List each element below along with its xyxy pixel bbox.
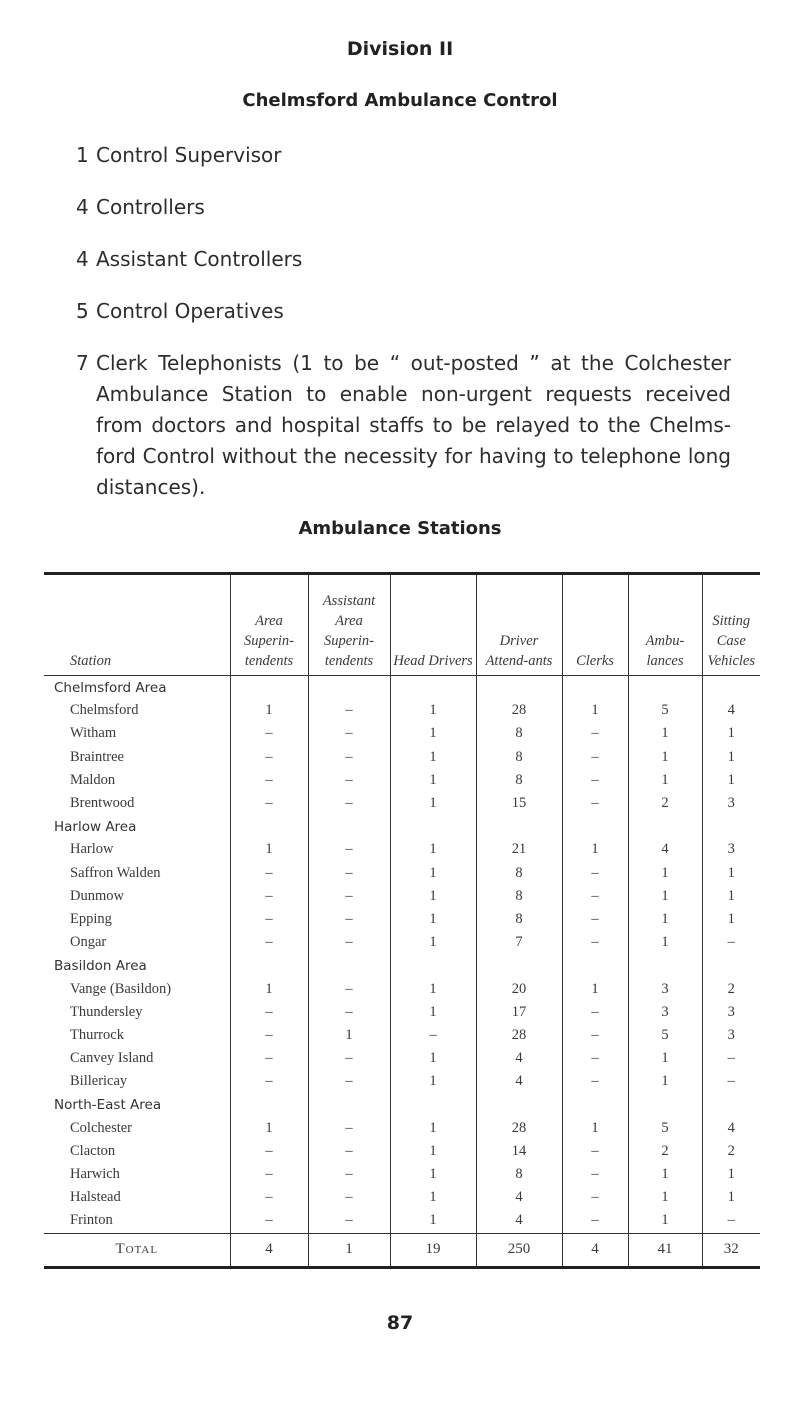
- value-cell: 1: [390, 792, 476, 815]
- value-cell: –: [230, 1186, 308, 1209]
- value-cell: –: [308, 699, 390, 722]
- station-label: Witham: [70, 725, 117, 742]
- station-label: Halstead: [70, 1189, 121, 1206]
- value-cell: 1: [390, 1117, 476, 1140]
- value-cell: 1: [390, 699, 476, 722]
- value-cell: 4: [702, 1117, 760, 1140]
- value-cell: –: [230, 862, 308, 885]
- value-cell: 28: [476, 699, 562, 722]
- station-label: Saffron Walden: [70, 864, 161, 881]
- value-cell: 1: [628, 1163, 702, 1186]
- station-label: Braintree: [70, 748, 124, 765]
- value-cell: 1: [390, 977, 476, 1000]
- staff-count: 4: [76, 247, 89, 271]
- value-cell: –: [308, 862, 390, 885]
- header-area-superintendents: Area Superin-tendents: [230, 574, 308, 676]
- value-cell: 1: [628, 1047, 702, 1070]
- value-cell: –: [308, 838, 390, 861]
- value-cell: 1: [628, 746, 702, 769]
- header-ambulances: Ambu-lances: [628, 574, 702, 676]
- value-cell: 1: [628, 769, 702, 792]
- value-cell: –: [230, 792, 308, 815]
- value-cell: –: [308, 1209, 390, 1233]
- value-cell: 8: [476, 722, 562, 745]
- value-cell: 4: [476, 1209, 562, 1233]
- value-cell: 2: [628, 792, 702, 815]
- staff-count: 1: [76, 143, 89, 167]
- value-cell: –: [308, 1070, 390, 1093]
- table-row: [44, 1024, 760, 1047]
- table-row: [44, 1186, 760, 1209]
- table-row: [44, 838, 760, 861]
- value-cell: –: [562, 862, 628, 885]
- table-row: [44, 885, 760, 908]
- value-cell: –: [562, 1001, 628, 1024]
- station-name: [44, 722, 230, 745]
- table-row: [44, 1163, 760, 1186]
- value-cell: 8: [476, 1163, 562, 1186]
- value-cell: –: [230, 1070, 308, 1093]
- value-cell: –: [702, 1047, 760, 1070]
- value-cell: –: [308, 931, 390, 954]
- station-label: Ongar: [70, 934, 107, 951]
- empty-cell: [702, 954, 760, 977]
- value-cell: –: [390, 1024, 476, 1047]
- value-cell: –: [230, 931, 308, 954]
- empty-cell: [476, 1093, 562, 1116]
- total-value: 4: [230, 1233, 308, 1267]
- value-cell: –: [230, 769, 308, 792]
- value-cell: 15: [476, 792, 562, 815]
- value-cell: 1: [308, 1024, 390, 1047]
- value-cell: –: [230, 1140, 308, 1163]
- staff-count: 5: [76, 299, 89, 323]
- value-cell: –: [702, 931, 760, 954]
- value-cell: 1: [390, 1163, 476, 1186]
- value-cell: –: [562, 1186, 628, 1209]
- station-name: [44, 1209, 230, 1233]
- station-name: [44, 1186, 230, 1209]
- page-number: 87: [386, 1312, 414, 1334]
- staff-role: Controllers: [96, 195, 205, 219]
- value-cell: 2: [628, 1140, 702, 1163]
- staff-role: Clerk Telephonists (1 to be “ out-posted ” at the Colchester Ambulance Station to enable non-urgent requests received from doctors and hospital staffs to be relayed to the Chelms-ford Control without the necessity for having to telephone long distances).: [96, 351, 731, 499]
- value-cell: –: [230, 1163, 308, 1186]
- station-label: Maldon: [70, 771, 116, 788]
- value-cell: 14: [476, 1140, 562, 1163]
- value-cell: 1: [702, 1186, 760, 1209]
- value-cell: 1: [390, 1209, 476, 1233]
- value-cell: 4: [476, 1047, 562, 1070]
- value-cell: –: [308, 1163, 390, 1186]
- value-cell: –: [562, 908, 628, 931]
- total-label: Total: [44, 1233, 230, 1267]
- staff-count: 4: [76, 195, 89, 219]
- empty-cell: [476, 676, 562, 700]
- group-row: [44, 815, 760, 838]
- value-cell: 21: [476, 838, 562, 861]
- table-row: [44, 931, 760, 954]
- group-name: Harlow Area: [54, 818, 137, 835]
- value-cell: 1: [390, 862, 476, 885]
- value-cell: 1: [230, 977, 308, 1000]
- table-row: [44, 792, 760, 815]
- value-cell: 5: [628, 699, 702, 722]
- value-cell: 1: [390, 838, 476, 861]
- table-row: [44, 862, 760, 885]
- empty-cell: [230, 815, 308, 838]
- value-cell: 1: [702, 722, 760, 745]
- value-cell: 1: [628, 1209, 702, 1233]
- value-cell: 8: [476, 769, 562, 792]
- empty-cell: [476, 815, 562, 838]
- station-label: Clacton: [70, 1142, 116, 1159]
- value-cell: 20: [476, 977, 562, 1000]
- station-name: [44, 908, 230, 931]
- value-cell: 3: [702, 1024, 760, 1047]
- staff-item: [76, 192, 731, 223]
- total-value: 19: [390, 1233, 476, 1267]
- value-cell: –: [562, 792, 628, 815]
- empty-cell: [308, 815, 390, 838]
- value-cell: 1: [390, 908, 476, 931]
- value-cell: –: [308, 722, 390, 745]
- empty-cell: [390, 815, 476, 838]
- value-cell: 8: [476, 885, 562, 908]
- station-name: [44, 1070, 230, 1093]
- value-cell: 1: [702, 862, 760, 885]
- station-label: Harwich: [70, 1166, 120, 1183]
- value-cell: –: [562, 931, 628, 954]
- value-cell: –: [230, 1024, 308, 1047]
- value-cell: –: [308, 746, 390, 769]
- table-row: [44, 699, 760, 722]
- empty-cell: [230, 676, 308, 700]
- value-cell: 3: [628, 1001, 702, 1024]
- value-cell: –: [230, 722, 308, 745]
- total-value: 4: [562, 1233, 628, 1267]
- value-cell: 4: [476, 1070, 562, 1093]
- value-cell: 4: [702, 699, 760, 722]
- value-cell: 1: [230, 1117, 308, 1140]
- table-row: [44, 1047, 760, 1070]
- value-cell: 1: [390, 722, 476, 745]
- staff-list: [76, 140, 731, 524]
- value-cell: –: [308, 1001, 390, 1024]
- value-cell: –: [562, 1047, 628, 1070]
- station-name: [44, 931, 230, 954]
- empty-cell: [390, 954, 476, 977]
- header-sitting-case-vehicles: Sitting Case Vehicles: [702, 574, 760, 676]
- value-cell: 1: [230, 838, 308, 861]
- empty-cell: [476, 954, 562, 977]
- station-name: [44, 1117, 230, 1140]
- value-cell: 8: [476, 746, 562, 769]
- value-cell: –: [308, 1047, 390, 1070]
- value-cell: –: [230, 1001, 308, 1024]
- stations-table: [44, 572, 760, 1269]
- header-driver-attendants: Driver Attend-ants: [476, 574, 562, 676]
- value-cell: –: [702, 1209, 760, 1233]
- station-name: [44, 746, 230, 769]
- staff-role: Assistant Controllers: [96, 247, 303, 271]
- empty-cell: [230, 954, 308, 977]
- value-cell: 2: [702, 1140, 760, 1163]
- empty-cell: [702, 676, 760, 700]
- value-cell: 17: [476, 1001, 562, 1024]
- empty-cell: [628, 815, 702, 838]
- value-cell: 1: [390, 931, 476, 954]
- value-cell: –: [230, 1209, 308, 1233]
- group-name: Chelmsford Area: [54, 679, 167, 696]
- value-cell: 28: [476, 1024, 562, 1047]
- empty-cell: [308, 1093, 390, 1116]
- value-cell: –: [562, 746, 628, 769]
- value-cell: 1: [390, 746, 476, 769]
- value-cell: 1: [628, 722, 702, 745]
- value-cell: 7: [476, 931, 562, 954]
- value-cell: 1: [702, 908, 760, 931]
- value-cell: –: [562, 885, 628, 908]
- value-cell: –: [562, 1209, 628, 1233]
- station-name: [44, 1047, 230, 1070]
- station-name: [44, 862, 230, 885]
- value-cell: 1: [562, 977, 628, 1000]
- value-cell: 1: [390, 885, 476, 908]
- station-label: Billericay: [70, 1073, 128, 1090]
- table-row: [44, 1001, 760, 1024]
- empty-cell: [308, 676, 390, 700]
- value-cell: 1: [230, 699, 308, 722]
- value-cell: –: [308, 977, 390, 1000]
- value-cell: 1: [702, 746, 760, 769]
- empty-cell: [562, 1093, 628, 1116]
- station-label: Thundersley: [70, 1003, 143, 1020]
- value-cell: –: [562, 1163, 628, 1186]
- group-row: [44, 1093, 760, 1116]
- table-row: [44, 977, 760, 1000]
- staff-role: Control Operatives: [96, 299, 284, 323]
- value-cell: 1: [390, 769, 476, 792]
- station-label: Canvey Island: [70, 1050, 154, 1067]
- value-cell: 5: [628, 1024, 702, 1047]
- empty-cell: [390, 676, 476, 700]
- value-cell: 1: [702, 769, 760, 792]
- empty-cell: [562, 815, 628, 838]
- value-cell: 1: [702, 1163, 760, 1186]
- empty-cell: [702, 815, 760, 838]
- table-row: [44, 722, 760, 745]
- value-cell: 3: [702, 792, 760, 815]
- value-cell: 1: [628, 908, 702, 931]
- header-head-drivers: Head Drivers: [390, 574, 476, 676]
- station-name: [44, 699, 230, 722]
- division-heading: Division II: [346, 38, 454, 60]
- value-cell: –: [308, 908, 390, 931]
- empty-cell: [308, 954, 390, 977]
- value-cell: 1: [562, 838, 628, 861]
- value-cell: –: [562, 1024, 628, 1047]
- station-name: [44, 1001, 230, 1024]
- staff-item: [76, 348, 731, 503]
- empty-cell: [628, 954, 702, 977]
- value-cell: 1: [562, 1117, 628, 1140]
- value-cell: 8: [476, 862, 562, 885]
- station-label: Colchester: [70, 1119, 133, 1136]
- group-row: [44, 954, 760, 977]
- value-cell: 1: [562, 699, 628, 722]
- station-label: Dunmow: [70, 887, 124, 904]
- section-title: Ambulance Stations: [298, 518, 502, 539]
- station-name: [44, 792, 230, 815]
- value-cell: 1: [628, 885, 702, 908]
- value-cell: 1: [702, 885, 760, 908]
- value-cell: –: [308, 792, 390, 815]
- staff-item: [76, 244, 731, 275]
- table-row: [44, 1209, 760, 1233]
- value-cell: –: [562, 1140, 628, 1163]
- value-cell: 1: [628, 862, 702, 885]
- group-name: Basildon Area: [54, 957, 147, 974]
- value-cell: 3: [702, 838, 760, 861]
- table-header-row: [44, 574, 760, 676]
- value-cell: –: [308, 1186, 390, 1209]
- station-name: [44, 769, 230, 792]
- station-label: Thurrock: [70, 1026, 124, 1043]
- empty-cell: [390, 1093, 476, 1116]
- total-row: [44, 1233, 760, 1267]
- value-cell: –: [562, 722, 628, 745]
- value-cell: 1: [390, 1001, 476, 1024]
- page-title: Chelmsford Ambulance Control: [242, 90, 558, 111]
- empty-cell: [562, 676, 628, 700]
- table-row: [44, 746, 760, 769]
- empty-cell: [230, 1093, 308, 1116]
- value-cell: –: [308, 885, 390, 908]
- station-name: [44, 1024, 230, 1047]
- value-cell: 1: [628, 1186, 702, 1209]
- empty-cell: [562, 954, 628, 977]
- value-cell: –: [562, 769, 628, 792]
- empty-cell: [628, 1093, 702, 1116]
- value-cell: –: [308, 769, 390, 792]
- total-value: 1: [308, 1233, 390, 1267]
- station-label: Harlow: [70, 841, 114, 858]
- total-value: 41: [628, 1233, 702, 1267]
- value-cell: –: [230, 885, 308, 908]
- value-cell: –: [562, 1070, 628, 1093]
- station-label: Epping: [70, 910, 112, 927]
- value-cell: –: [230, 746, 308, 769]
- station-label: Vange (Basildon): [70, 980, 172, 997]
- value-cell: 1: [390, 1070, 476, 1093]
- value-cell: 3: [628, 977, 702, 1000]
- station-label: Chelmsford: [70, 702, 139, 719]
- header-assistant-area-superintendents: Assistant Area Superin-tendents: [308, 574, 390, 676]
- staff-item: [76, 140, 731, 171]
- value-cell: 3: [702, 1001, 760, 1024]
- value-cell: 4: [628, 838, 702, 861]
- table-row: [44, 1117, 760, 1140]
- table-row: [44, 908, 760, 931]
- empty-cell: [702, 1093, 760, 1116]
- station-name: [44, 885, 230, 908]
- value-cell: –: [308, 1140, 390, 1163]
- value-cell: 8: [476, 908, 562, 931]
- station-name: [44, 977, 230, 1000]
- value-cell: 1: [390, 1140, 476, 1163]
- total-value: 250: [476, 1233, 562, 1267]
- station-name: [44, 1140, 230, 1163]
- table-row: [44, 769, 760, 792]
- station-name: [44, 1163, 230, 1186]
- value-cell: –: [702, 1070, 760, 1093]
- value-cell: 1: [628, 931, 702, 954]
- staff-role: Control Supervisor: [96, 143, 282, 167]
- total-value: 32: [702, 1233, 760, 1267]
- group-row: [44, 676, 760, 700]
- station-label: Frinton: [70, 1212, 113, 1229]
- station-label: Brentwood: [70, 795, 135, 812]
- value-cell: 2: [702, 977, 760, 1000]
- empty-cell: [628, 676, 702, 700]
- header-station: Station: [44, 574, 230, 676]
- station-name: [44, 838, 230, 861]
- value-cell: –: [308, 1117, 390, 1140]
- value-cell: 28: [476, 1117, 562, 1140]
- value-cell: 5: [628, 1117, 702, 1140]
- value-cell: 1: [390, 1047, 476, 1070]
- value-cell: –: [230, 1047, 308, 1070]
- value-cell: 1: [628, 1070, 702, 1093]
- staff-count: 7: [76, 351, 89, 375]
- table-row: [44, 1140, 760, 1163]
- value-cell: 1: [390, 1186, 476, 1209]
- header-clerks: Clerks: [562, 574, 628, 676]
- value-cell: 4: [476, 1186, 562, 1209]
- table-row: [44, 1070, 760, 1093]
- group-name: North-East Area: [54, 1096, 162, 1113]
- staff-item: [76, 296, 731, 327]
- value-cell: –: [230, 908, 308, 931]
